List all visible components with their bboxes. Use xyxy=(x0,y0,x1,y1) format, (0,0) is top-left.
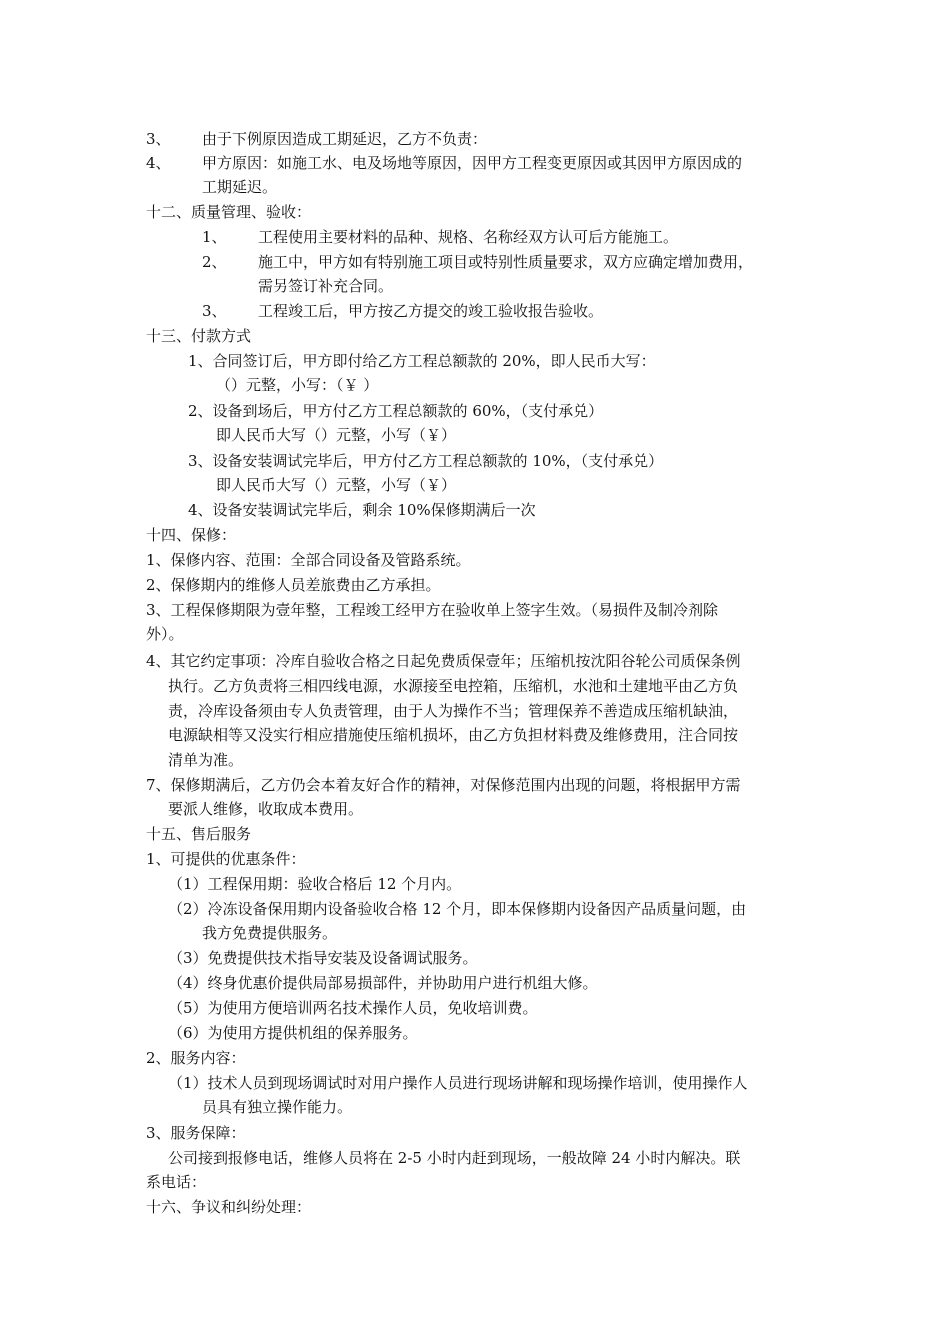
service-line: （1）技术人员到现场调试时对用户操作人员进行现场讲解和现场操作培训，使用操作人 xyxy=(168,1074,748,1092)
clause-text: 甲方原因：如施工水、电及场地等原因，因甲方工程变更原因或其因甲方原因成的 xyxy=(202,154,743,172)
clause-text: 需另签订补充合同。 xyxy=(258,277,394,295)
warranty-line: 责，冷库设备须由专人负责管理，由于人为操作不当；管理保养不善造成压缩机缺油， xyxy=(168,702,739,720)
warranty-line: 电源缺相等又没实行相应措施使压缩机损坏，由乙方负担材料费及维修费用，注合同按 xyxy=(168,726,739,744)
service-line: 2、服务内容： xyxy=(146,1049,246,1067)
service-line: （1）工程保用期：验收合格后 12 个月内。 xyxy=(168,875,462,893)
payment-line: 1、合同签订后，甲方即付给乙方工程总额款的 20%，即人民币大写： xyxy=(188,352,656,370)
section-heading: 十二、质量管理、验收： xyxy=(146,203,312,221)
warranty-line: 外）。 xyxy=(146,625,184,643)
service-line: （5）为使用方便培训两名技术操作人员，免收培训费。 xyxy=(168,999,538,1017)
payment-line: 即人民币大写（）元整，小写（￥） xyxy=(216,476,457,494)
warranty-line: 2、保修期内的维修人员差旅费由乙方承担。 xyxy=(146,576,441,594)
service-line: 我方免费提供服务。 xyxy=(202,924,338,942)
warranty-line: 1、保修内容、范围：全部合同设备及管路系统。 xyxy=(146,551,471,569)
warranty-line: 3、工程保修期限为壹年整，工程竣工经甲方在验收单上签字生效。（易损件及制冷剂除 xyxy=(146,601,719,619)
service-line: （2）冷冻设备保用期内设备验收合格 12 个月，即本保修期内设备因产品质量问题，由 xyxy=(168,900,747,918)
section-heading: 十五、售后服务 xyxy=(146,825,252,843)
service-line: 公司接到报修电话，维修人员将在 2-5 小时内赶到现场，一般故障 24 小时内解决。联 xyxy=(168,1149,741,1167)
service-line: 1、可提供的优惠条件： xyxy=(146,850,306,868)
clause-text: 工程使用主要材料的品种、规格、名称经双方认可后方能施工。 xyxy=(258,228,679,246)
service-line: （4）终身优惠价提供局部易损部件，并协助用户进行机组大修。 xyxy=(168,974,598,992)
clause-text: 工期延迟。 xyxy=(202,178,278,196)
service-line: 员具有独立操作能力。 xyxy=(202,1098,353,1116)
service-line: 系电话： xyxy=(146,1173,207,1191)
clause-text: 施工中，甲方如有特别施工项目或特别性质量要求，双方应确定增加费用， xyxy=(258,253,754,271)
service-line: （3）免费提供技术指导安装及设备调试服务。 xyxy=(168,949,478,967)
warranty-line: 要派人维修，收取成本费用。 xyxy=(168,800,364,818)
section-heading: 十六、争议和纠纷处理： xyxy=(146,1198,312,1216)
warranty-line: 执行。乙方负责将三相四线电源，水源接至电控箱，压缩机，水池和土建地平由乙方负 xyxy=(168,677,739,695)
list-number: 1、 xyxy=(202,228,227,246)
clause-text: 由于下例原因造成工期延迟，乙方不负责： xyxy=(202,130,488,148)
warranty-line: 4、其它约定事项：冷库自验收合格之日起免费质保壹年；压缩机按沈阳谷轮公司质保条例 xyxy=(146,652,741,670)
list-number: 4、 xyxy=(146,154,171,172)
payment-line: 3、设备安装调试完毕后，甲方付乙方工程总额款的 10%，（支付承兑） xyxy=(188,452,664,470)
section-heading: 十四、保修： xyxy=(146,526,237,544)
warranty-line: 清单为准。 xyxy=(168,751,244,769)
clause-text: 工程竣工后，甲方按乙方提交的竣工验收报告验收。 xyxy=(258,302,604,320)
warranty-line: 7、保修期满后，乙方仍会本着友好合作的精神，对保修范围内出现的问题，将根据甲方需 xyxy=(146,776,741,794)
list-number: 2、 xyxy=(202,253,227,271)
payment-line: 即人民币大写（）元整，小写（￥） xyxy=(216,426,457,444)
payment-line: （）元整，小写：（￥ ） xyxy=(216,376,379,394)
payment-line: 2、设备到场后，甲方付乙方工程总额款的 60%，（支付承兑） xyxy=(188,402,604,420)
section-heading: 十三、付款方式 xyxy=(146,327,252,345)
service-line: （6）为使用方提供机组的保养服务。 xyxy=(168,1024,418,1042)
list-number: 3、 xyxy=(202,302,227,320)
list-number: 3、 xyxy=(146,130,171,148)
service-line: 3、服务保障： xyxy=(146,1124,246,1142)
payment-line: 4、设备安装调试完毕后，剩余 10%保修期满后一次 xyxy=(188,501,536,519)
